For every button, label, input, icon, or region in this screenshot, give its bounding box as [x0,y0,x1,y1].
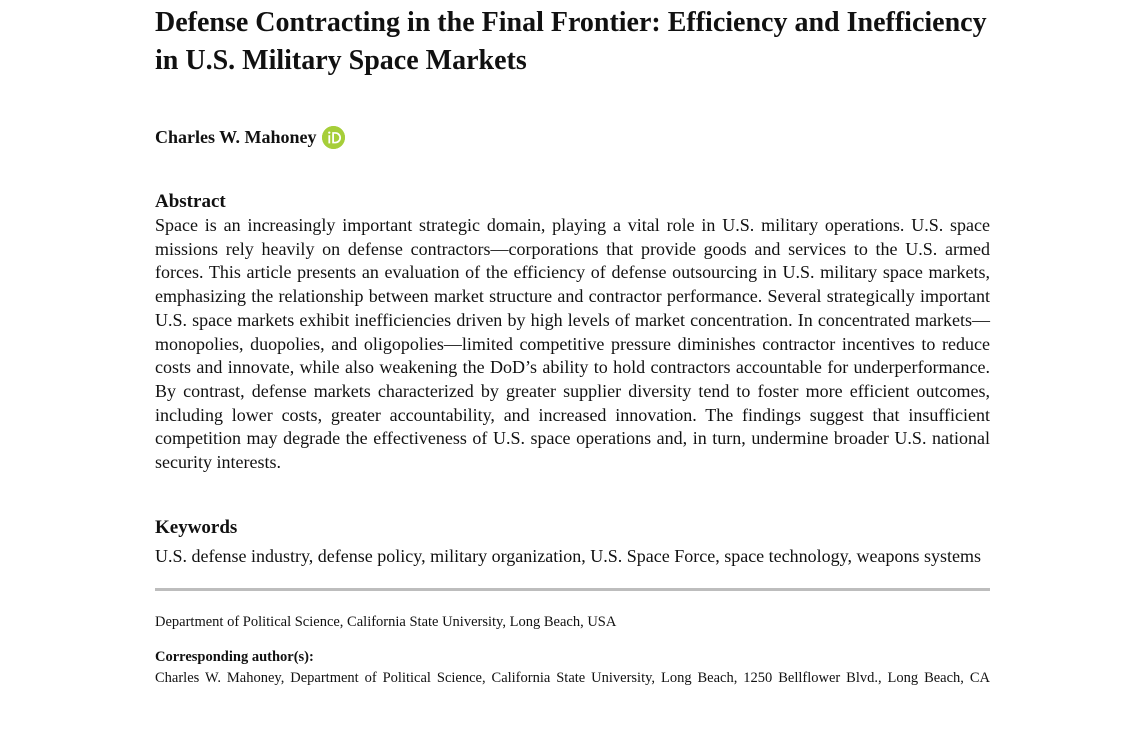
affiliation: Department of Political Science, California State University, Long Beach, USA [155,613,617,630]
author-name: Charles W. Mahoney [155,126,317,147]
paper-page [155,0,990,687]
orcid-icon[interactable] [322,126,345,149]
abstract-heading: Abstract [155,191,226,212]
paper-title: Defense Contracting in the Final Frontier: Efficiency and Inefficiency in U.S. Military Space Markets [155,7,987,76]
keywords-text: U.S. defense industry, defense policy, military organization, U.S. Space Force, space technology, weapons systems [155,545,981,566]
section-divider [155,588,990,591]
corresponding-author-label: Corresponding author(s): [155,648,314,665]
corresponding-author-details: Charles W. Mahoney, Department of Political Science, California State University, Long Beach, 1250 Bellflower Blvd., Long Beach, CA [155,669,990,686]
keywords-heading: Keywords [155,516,238,538]
author-row [155,124,990,150]
abstract-text: Space is an increasingly important strategic domain, playing a vital role in U.S. military operations. U.S. space missions rely heavily on defense contractors—corporations that provide goods and services to the U.S. armed forces. This article presents an evaluation of the efficiency of defense outsourcing in U.S. military space markets, emphasizing the relationship between market structure and contractor performance. Several strategically important U.S. space markets exhibit inefficiencies driven by high levels of market concentration. In concentrated markets—monopolies, duopolies, and oligopolies—limited competitive pressure diminishes contractor incentives to reduce costs and innovate, while also weakening the DoD’s ability to hold contractors accountable for underperformance. By contrast, defense markets characterized by greater supplier diversity tend to foster more efficient outcomes, including lower costs, greater accountability, and increased innovation. The findings suggest that insufficient competition may degrade the effectiveness of U.S. space operations and, in turn, undermine broader U.S. national security interests. [155,215,990,473]
